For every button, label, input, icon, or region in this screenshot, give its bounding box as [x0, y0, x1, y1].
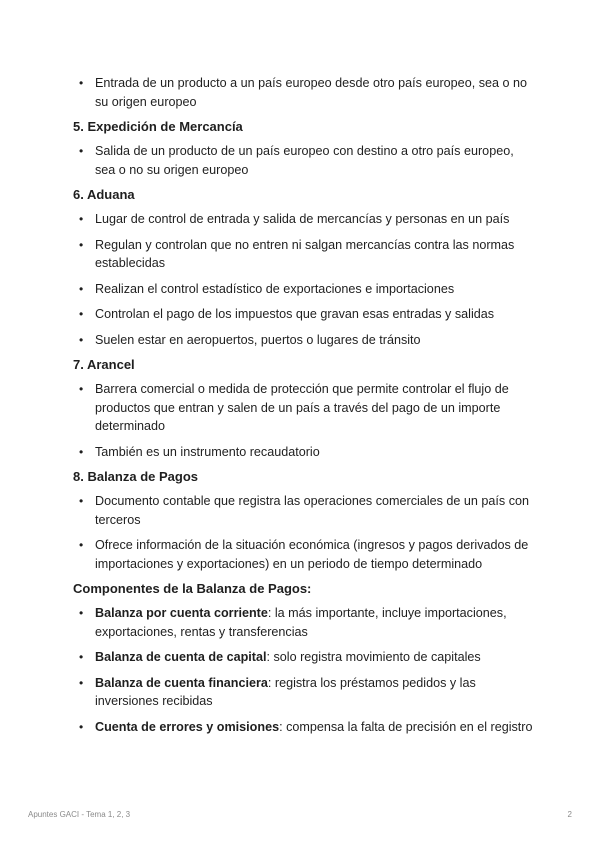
bullet-icon: • — [79, 606, 84, 620]
list-item: • Regulan y controlan que no entren ni salgan mercancías contra las normas establecidas — [79, 237, 515, 270]
bullet-icon: • — [79, 382, 84, 396]
list-item: • Balanza por cuenta corriente: la más importante, incluye importaciones, exportaciones, rentas y transferencias — [79, 606, 507, 639]
term: Balanza de cuenta de capital — [95, 650, 267, 664]
bullet-list-expedicion — [73, 142, 533, 179]
bullet-list-componentes — [73, 604, 533, 736]
list-item: • Controlan el pago de los impuestos que gravan esas entradas y salidas — [73, 305, 533, 324]
term-description: registra los préstamos pedidos y las inversiones recibidas — [95, 675, 476, 708]
list-item: • Ofrece información de la situación económica (ingresos y pagos derivados de importaciones y exportaciones) en un periodo de tiempo determinado — [79, 538, 529, 571]
list-item: • Documento contable que registra las operaciones comerciales de un país con terceros — [79, 494, 530, 527]
bullet-icon: • — [79, 494, 84, 508]
bullet-icon: • — [79, 76, 84, 90]
term-description: solo registra movimiento de capitales — [273, 650, 481, 664]
list-item: • También es un instrumento recaudatorio — [73, 443, 533, 462]
bullet-icon: • — [79, 281, 84, 296]
section-heading-expedicion: 5. Expedición de Mercancía — [73, 119, 243, 134]
list-item: • Balanza de cuenta financiera: registra los préstamos pedidos y las inversiones recibidas — [79, 675, 476, 708]
bullet-icon: • — [79, 307, 84, 321]
section-heading-balanza-pagos: 8. Balanza de Pagos — [73, 469, 198, 484]
term-description: la más importante, incluye importaciones, exportaciones, rentas y transferencias — [95, 606, 507, 639]
section-heading-componentes: Componentes de la Balanza de Pagos: — [73, 581, 312, 596]
bullet-icon: • — [79, 675, 84, 690]
page-footer — [28, 810, 572, 819]
bullet-icon: • — [79, 719, 84, 734]
bullet-icon: • — [79, 144, 84, 158]
list-item: • Salida de un producto de un país europeo con destino a otro país europeo, sea o no su origen europeo — [79, 144, 514, 177]
bullet-icon: • — [79, 332, 84, 347]
bullet-icon: • — [79, 444, 84, 459]
list-item: • Realizan el control estadístico de exportaciones e importaciones — [73, 280, 533, 299]
list-item: • Cuenta de errores y omisiones: compensa la falta de precisión en el registro — [73, 718, 533, 737]
bullet-icon: • — [79, 237, 84, 252]
term-description: compensa la falta de precisión en el registro — [286, 719, 533, 734]
bullet-icon: • — [79, 538, 84, 552]
list-item: • Balanza de cuenta de capital: solo registra movimiento de capitales — [73, 648, 533, 667]
term: Balanza de cuenta financiera — [95, 675, 268, 690]
list-item: • Lugar de control de entrada y salida de mercancías y personas en un país — [73, 210, 533, 229]
footer-title: Apuntes GACI - Tema 1, 2, 3 — [28, 810, 131, 819]
bullet-list-balanza-pagos — [73, 492, 533, 573]
bullet-icon: • — [79, 650, 84, 664]
bullet-icon: • — [79, 212, 84, 226]
bullet-list-arancel — [73, 380, 533, 461]
bullet-list-aduana — [73, 210, 533, 349]
section-heading-aduana: 6. Aduana — [73, 187, 135, 202]
document-body — [73, 74, 533, 743]
list-item: • Entrada de un producto a un país europeo desde otro país europeo, sea o no su origen europeo — [79, 76, 528, 109]
page-number: 2 — [567, 810, 572, 819]
term: Balanza por cuenta corriente — [95, 606, 268, 620]
term: Cuenta de errores y omisiones — [95, 719, 280, 734]
list-item: • Barrera comercial o medida de protección que permite controlar el flujo de productos que entran y salen de un país a través del pago de un importe determinado — [79, 382, 509, 433]
section-heading-arancel: 7. Arancel — [73, 357, 135, 372]
bullet-list-intro — [73, 74, 533, 111]
list-item: • Suelen estar en aeropuertos, puertos o lugares de tránsito — [73, 331, 533, 350]
